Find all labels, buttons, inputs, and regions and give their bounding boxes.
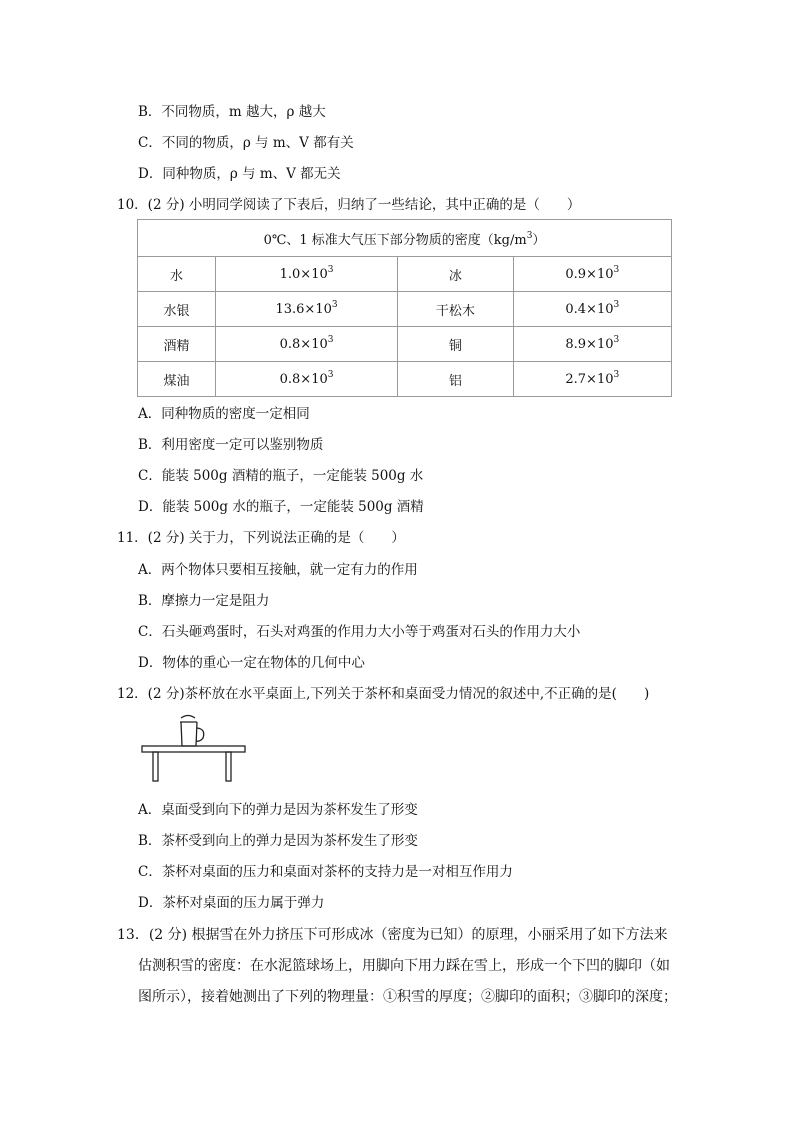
table-row (138, 362, 672, 397)
substance-cell: 铝 (398, 362, 513, 397)
q11-option-a: A．两个物体只要相互接触，就一定有力的作用 (138, 562, 418, 578)
substance-cell: 煤油 (138, 362, 216, 397)
q9-option-b: B．不同物质，m 越大，ρ 越大 (138, 104, 326, 120)
q10-option-a: A．同种物质的密度一定相同 (138, 406, 310, 422)
table-row (138, 257, 672, 292)
q11-option-c: C．石头砸鸡蛋时，石头对鸡蛋的作用力大小等于鸡蛋对石头的作用力大小 (138, 624, 581, 640)
table-row (138, 292, 672, 327)
q12-option-d: D．茶杯对桌面的压力属于弹力 (138, 895, 325, 911)
substance-cell: 酒精 (138, 327, 216, 362)
substance-cell: 干松木 (398, 292, 513, 327)
q12-option-b: B．茶杯受到向上的弹力是因为茶杯发生了形变 (138, 833, 418, 849)
q9-option-d: D．同种物质，ρ 与 m、V 都无关 (138, 166, 341, 182)
substance-cell: 冰 (398, 257, 513, 292)
q13-line-2: 估测积雪的密度：在水泥篮球场上，用脚向下用力踩在雪上，形成一个下凹的脚印（如 (138, 958, 670, 974)
table-icon (142, 746, 245, 781)
density-table-caption: 0℃、1 标准大气压下部分物质的密度$(kg/m^3)$ (138, 220, 672, 257)
q10-option-c: C．能装 500g 酒精的瓶子，一定能装 500g 水 (138, 468, 424, 484)
q12-option-c: C．茶杯对桌面的压力和桌面对茶杯的支持力是一对相互作用力 (138, 864, 513, 880)
density-cell: $0.9\times 10^3$ (513, 257, 671, 292)
q10-option-d: D．能装 500g 水的瓶子，一定能装 500g 酒精 (138, 499, 424, 515)
substance-cell: 水 (138, 257, 216, 292)
q9-option-c: C．不同的物质，ρ 与 m、V 都有关 (138, 135, 354, 151)
q12-option-a: A．桌面受到向下的弹力是因为茶杯发生了形变 (138, 802, 418, 818)
q10-option-b: B．利用密度一定可以鉴别物质 (138, 437, 324, 453)
substance-cell: 铜 (398, 327, 513, 362)
q11-stem: 11．(2 分) 关于力，下列说法正确的是（ ） (117, 530, 405, 546)
q10-stem: 10．(2 分) 小明同学阅读了下表后，归纳了一些结论，其中正确的是（ ） (117, 197, 581, 213)
teacup-icon (180, 716, 204, 747)
density-cell: $0.8\times 10^3$ (215, 362, 397, 397)
density-cell: $0.8\times 10^3$ (215, 327, 397, 362)
density-cell: $8.9\times 10^3$ (513, 327, 671, 362)
q11-option-d: D．物体的重心一定在物体的几何中心 (138, 655, 365, 671)
q13-line-1: 13．(2 分) 根据雪在外力挤压下可形成冰（密度为已知）的原理，小丽采用了如下方法来 (117, 927, 668, 943)
q13-line-3: 图所示），接着她测出了下列的物理量：①积雪的厚度；②脚印的面积；③脚印的深度； (138, 989, 677, 1005)
density-cell: $13.6\times 10^3$ (215, 292, 397, 327)
table-row (138, 327, 672, 362)
density-table (137, 219, 672, 397)
substance-cell: 水银 (138, 292, 216, 327)
density-cell: $1.0\times 10^3$ (215, 257, 397, 292)
density-cell: $2.7\times 10^3$ (513, 362, 671, 397)
teacup-on-table-figure (140, 712, 250, 784)
density-cell: $0.4\times 10^3$ (513, 292, 671, 327)
q12-stem: 12．(2 分)茶杯放在水平桌面上,下列关于茶杯和桌面受力情况的叙述中,不正确的是( ) (117, 686, 650, 702)
q11-option-b: B．摩擦力一定是阻力 (138, 593, 270, 609)
